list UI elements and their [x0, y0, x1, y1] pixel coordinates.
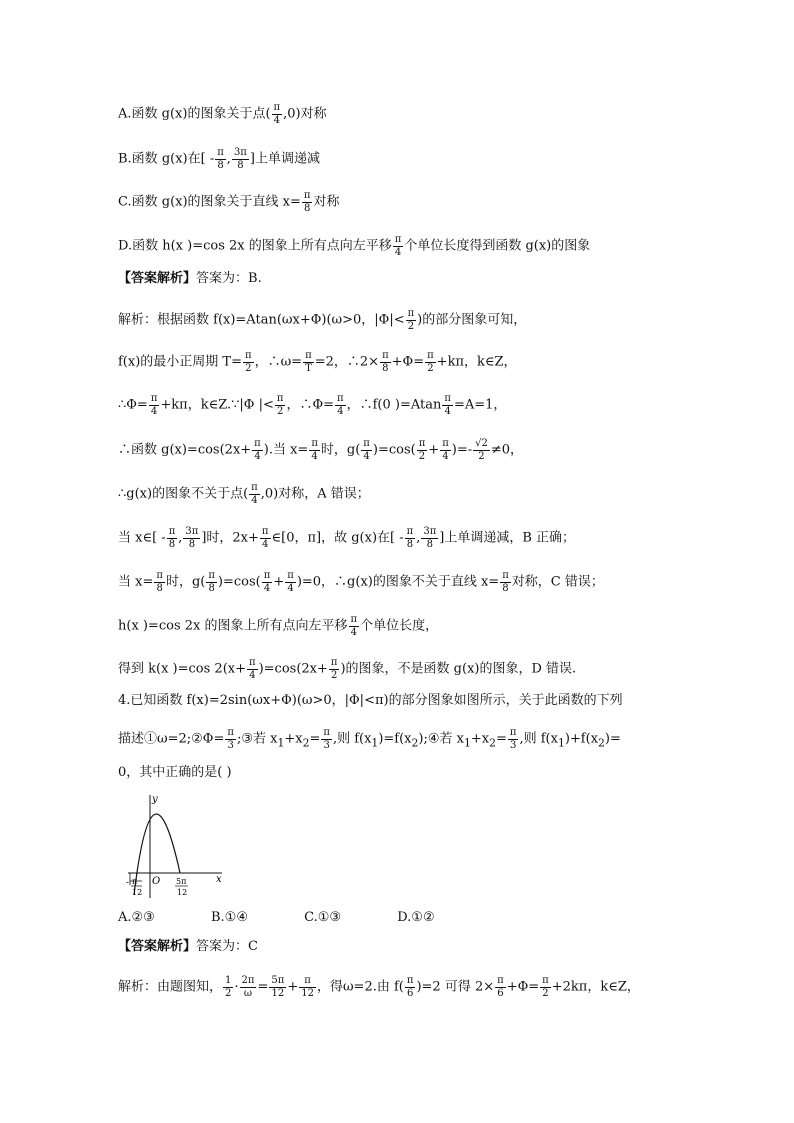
- choice-b: B.①④: [210, 910, 248, 925]
- q3-option-c: C.函数 g(x)的图象关于直线 x= $\frac{\pi}{8}$ 对称: [118, 190, 340, 214]
- answer4-heading: 【答案解析】答案为：C: [118, 939, 258, 954]
- answer3-line8: h(x )=cos 2x 的图象上所有点向左平移 $\frac{\pi}{4}$ 个单位长度，: [118, 614, 439, 638]
- q4-choices: [118, 910, 487, 925]
- q4-stem-line1: 4.已知函数 f(x)=2sin(ωx+Φ)(ω>0，|Φ|<π)的部分图象如图所示，关于此函数的下列: [118, 693, 623, 708]
- x-label: x: [216, 874, 222, 885]
- y-label: y: [152, 794, 158, 805]
- origin-label: O: [152, 876, 161, 887]
- answer3-line9: 得到 k(x )=cos 2(x+ $\frac{\pi}{4}$ )=cos(2x+ $\frac{\pi}{2}$ )的图象，不是函数 g(x)的图象，D 错误.: [118, 657, 577, 681]
- answer4-line1: 解析：由题图知， $\frac{1}{2}$ · $\frac{2\pi}{\omega}$ = $\frac{5\pi}{12}$ + $\frac{\pi}{12}$ ，得ω=2.由 f( $\frac{\pi}{6}$ )=2 可得 2× $\frac{\pi}{6}$ +Φ= $\frac{\pi}{2}$ +2kπ，k∈Z，: [118, 975, 640, 999]
- q3-option-a: A.函数 g(x)的图象关于点( $\frac{\pi}{4}$ ,0)对称: [118, 102, 327, 126]
- left-minus: -: [126, 878, 130, 888]
- q4-stem-line3: 0，其中正确的是( ): [118, 765, 232, 780]
- q3-option-d: D.函数 h(x )=cos 2x 的图象上所有点向左平移 $\frac{\pi}{4}$ 个单位长度得到函数 g(x)的图象: [118, 234, 591, 258]
- q4-stem-line2: 描述①ω=2;②Φ= $\frac{\pi}{3}$ ;③若 $x_1+x_2=$ $\frac{\pi}{3}$ ,则 $f(x_1)=f(x_2);④$若 $x_1+x_2=$ $\frac{\pi}{3}$ ,则 $f(x_1)+f(x_2)=$: [118, 727, 621, 751]
- left-tick-num: π: [132, 877, 138, 886]
- q3-option-b: B.函数 g(x)在[ - $\frac{\pi}{8}$ , $\frac{3\pi}{8}$ ]上单调递减: [118, 147, 320, 171]
- right-tick-num: 5π: [176, 877, 187, 886]
- choice-c: C.①③: [304, 910, 342, 925]
- answer3-heading: 【答案解析】答案为：B.: [118, 271, 262, 286]
- left-tick-den: 12: [132, 888, 143, 897]
- answer3-line4: ∴函数 g(x)=cos(2x+ $\frac{\pi}{4}$ ).当 x= $\frac{\pi}{4}$ 时，g( $\frac{\pi}{4}$ )=cos( $\frac{\pi}{2}$ + $\frac{\pi}{4}$ )=- $\frac{√2}{2}$ ≠0，: [118, 438, 524, 462]
- sine-graph-figure: [122, 790, 232, 900]
- choice-a: A.②③: [118, 910, 155, 925]
- answer3-line2: f(x)的最小正周期 T= $\frac{\pi}{2}$ ，∴ω= $\frac{\pi}{T}$ =2，∴2× $\frac{\pi}{8}$ +Φ= $\frac{\pi}{2}$ +kπ，k∈Z，: [118, 350, 517, 374]
- answer3-line1: 解析：根据函数 f(x)=Atan(ωx+Φ)(ω>0，|Φ|< $\frac{\pi}{2}$ )的部分图象可知，: [118, 308, 527, 332]
- sine-graph-svg: [122, 790, 232, 900]
- right-tick-den: 12: [177, 888, 188, 897]
- answer3-line3: ∴Φ= $\frac{\pi}{4}$ +kπ，k∈Z.∵|Φ |< $\frac{\pi}{2}$ ，∴Φ= $\frac{\pi}{4}$ ，∴f(0 )=Atan $\frac{\pi}{4}$ =A=1，: [118, 393, 507, 417]
- choice-d: D.①②: [397, 910, 435, 925]
- answer3-line7: 当 x= $\frac{\pi}{8}$ 时，g( $\frac{\pi}{8}$ )=cos( $\frac{\pi}{4}$ + $\frac{\pi}{4}$ )=0，∴g(x)的图象不关于直线 x= $\frac{\pi}{8}$ 对称，C 错误；: [118, 570, 604, 594]
- answer3-line5: ∴g(x)的图象不关于点( $\frac{\pi}{4}$ ,0)对称，A 错误；: [118, 482, 370, 506]
- answer3-line6: 当 x∈[ - $\frac{\pi}{8}$ , $\frac{3\pi}{8}$ ]时，2x+ $\frac{\pi}{4}$ ∈[0，π]，故 g(x)在[ - $\frac{\pi}{8}$ , $\frac{3\pi}{8}$ ]上单调递减，B 正确；: [118, 526, 576, 550]
